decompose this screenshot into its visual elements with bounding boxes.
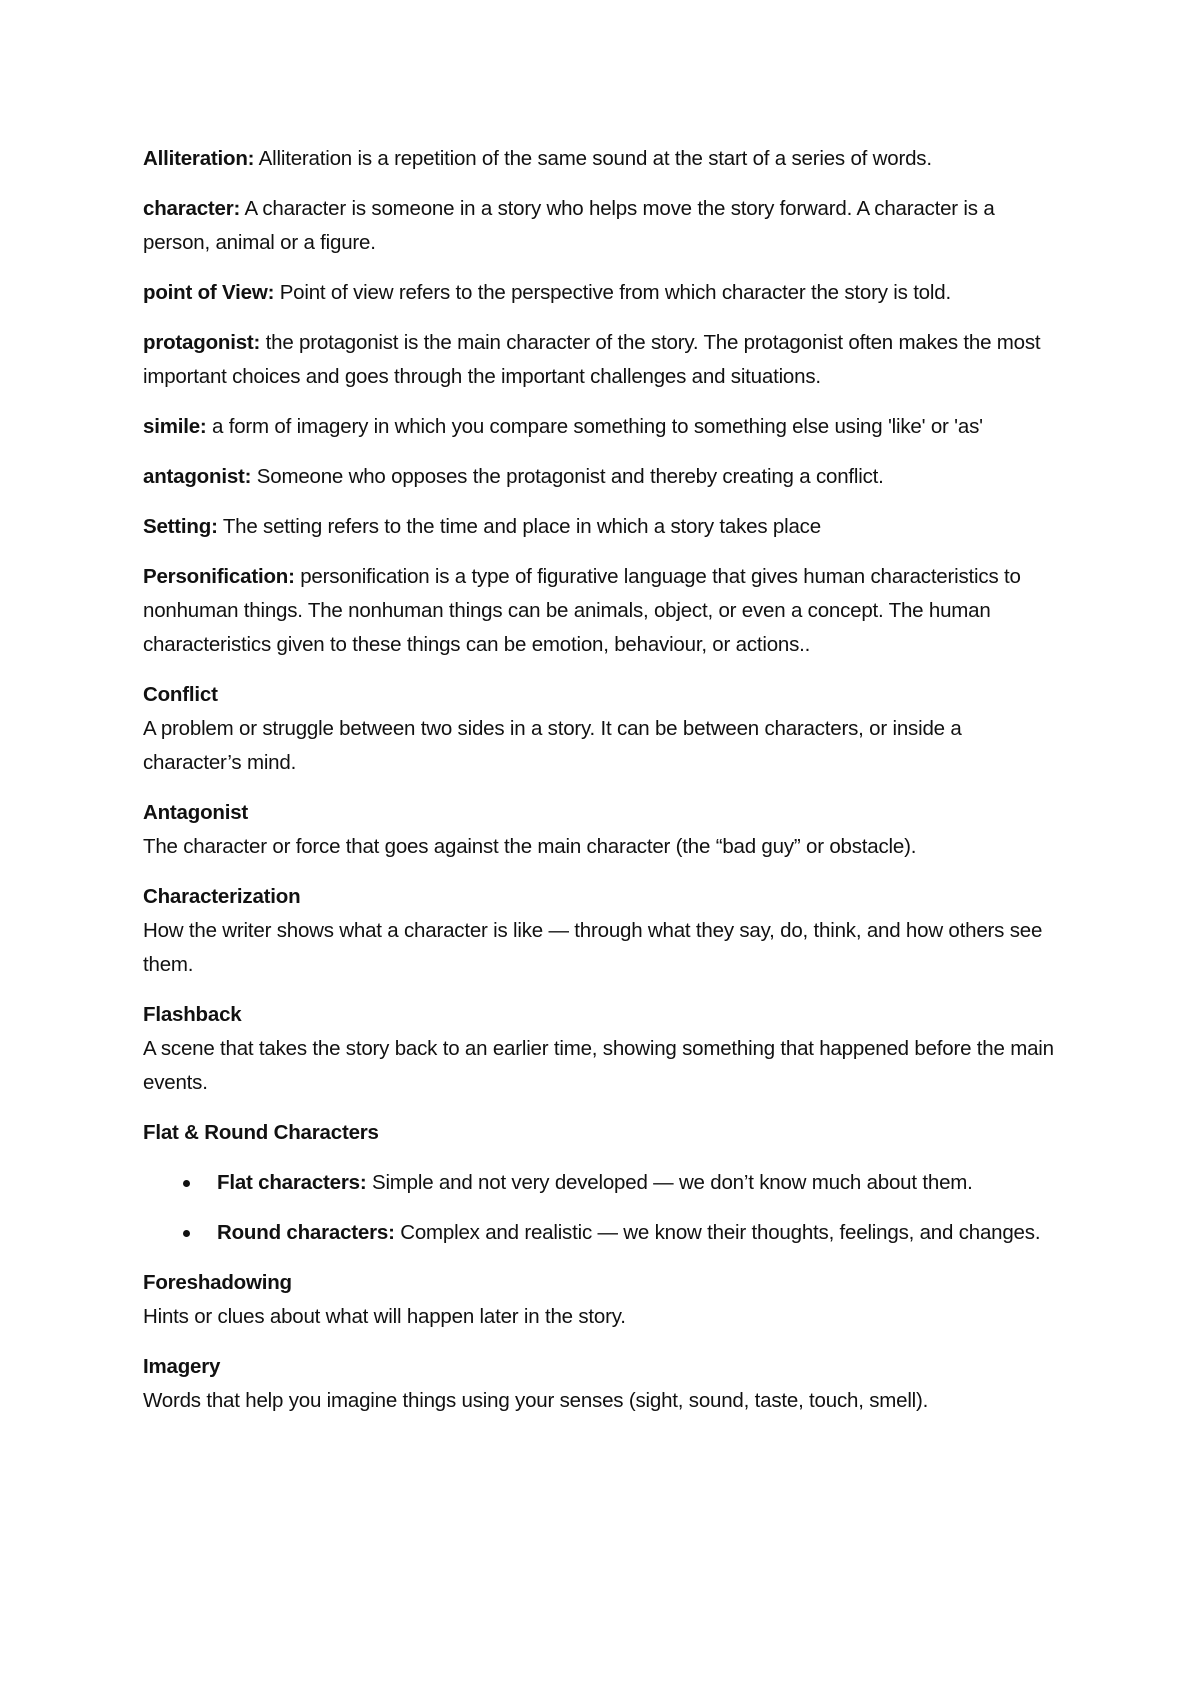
definition-characterization (143, 880, 1063, 982)
list-item (143, 1216, 1063, 1250)
definition-alliteration (143, 142, 1063, 176)
term: character: (143, 197, 241, 220)
term-text: The setting refers to the time and place in which a story takes place (217, 515, 821, 538)
section-text: Words that help you imagine things using your senses (sight, sound, taste, touch, smell). (143, 1389, 929, 1412)
term: protagonist: (143, 331, 261, 354)
term: simile: (143, 415, 207, 438)
definition-flat-round (143, 1116, 1063, 1150)
definition-protagonist (143, 326, 1063, 394)
section-heading: Flat & Round Characters (143, 1121, 379, 1144)
definition-personification (143, 560, 1063, 662)
term-text: Someone who opposes the protagonist and thereby creating a conflict. (251, 465, 884, 488)
term-text: the protagonist is the main character of the story. The protagonist often makes the most important choices and goes through the important challenges and situations. (143, 331, 1041, 388)
term-text: Simple and not very developed — we don’t know much about them. (366, 1171, 973, 1194)
term-text: Point of view refers to the perspective from which character the story is told. (274, 281, 951, 304)
term-text: personification is a type of figurative language that gives human characteristics to nonhuman things. The nonhuman things can be animals, object, or even a concept. The human characteristics given to these things can be emotion, behaviour, or actions.. (143, 565, 1021, 656)
definition-setting (143, 510, 1063, 544)
definition-simile (143, 410, 1063, 444)
term: antagonist: (143, 465, 252, 488)
term-text: A character is someone in a story who helps move the story forward. A character is a person, animal or a figure. (143, 197, 995, 254)
bullet-icon (183, 1180, 190, 1187)
term: Alliteration: (143, 147, 255, 170)
list-item (143, 1166, 1063, 1200)
definition-flashback (143, 998, 1063, 1100)
section-heading: Flashback (143, 1003, 242, 1026)
term: Flat characters: (217, 1171, 367, 1194)
section-heading: Characterization (143, 885, 301, 908)
section-heading: Conflict (143, 683, 218, 706)
section-text: A problem or struggle between two sides in a story. It can be between characters, or inside a character’s mind. (143, 717, 962, 774)
section-text: Hints or clues about what will happen later in the story. (143, 1305, 626, 1328)
term: Round characters: (217, 1221, 395, 1244)
definition-character (143, 192, 1063, 260)
definition-antagonist-2 (143, 796, 1063, 864)
term-text: a form of imagery in which you compare something to something else using 'like' or 'as' (206, 415, 983, 438)
section-text: How the writer shows what a character is like — through what they say, do, think, and how others see them. (143, 919, 1043, 976)
term: Personification: (143, 565, 295, 588)
term-text: Alliteration is a repetition of the same sound at the start of a series of words. (254, 147, 932, 170)
definition-antagonist (143, 460, 1063, 494)
section-heading: Imagery (143, 1355, 221, 1378)
section-heading: Antagonist (143, 801, 249, 824)
bullet-icon (183, 1230, 190, 1237)
term-text: Complex and realistic — we know their thoughts, feelings, and changes. (394, 1221, 1041, 1244)
term: point of View: (143, 281, 275, 304)
bullet-list (143, 1166, 1063, 1250)
document-body (143, 142, 1063, 1434)
term: Setting: (143, 515, 218, 538)
section-text: A scene that takes the story back to an earlier time, showing something that happened before the main events. (143, 1037, 1054, 1094)
definition-foreshadowing (143, 1266, 1063, 1334)
definition-point-of-view (143, 276, 1063, 310)
definition-conflict (143, 678, 1063, 780)
definition-imagery (143, 1350, 1063, 1418)
section-heading: Foreshadowing (143, 1271, 292, 1294)
section-text: The character or force that goes against the main character (the “bad guy” or obstacle). (143, 835, 917, 858)
